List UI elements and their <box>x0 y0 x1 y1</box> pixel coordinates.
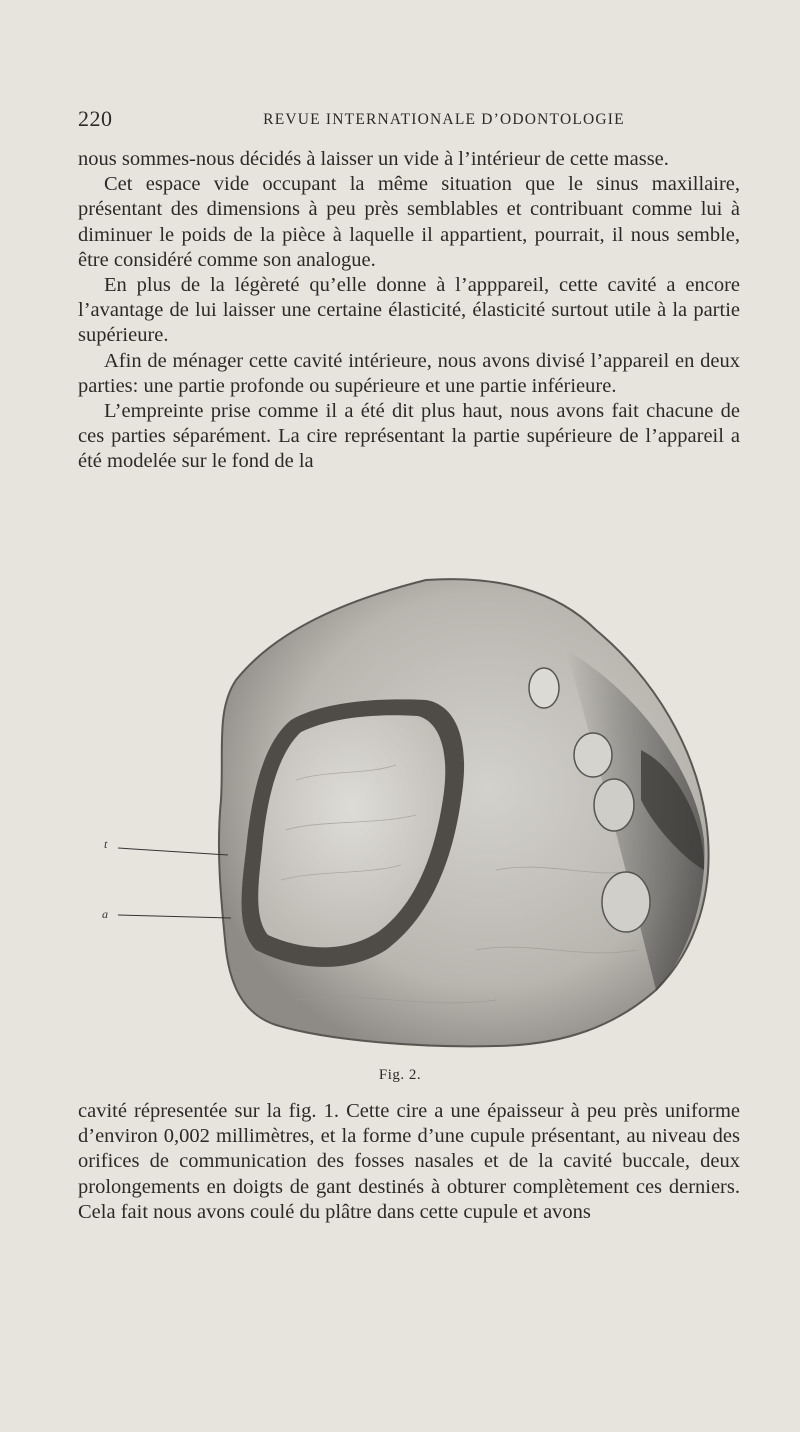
paragraph: nous sommes-nous décidés à laisser un vide à l’intérieur de cette masse. <box>78 148 669 170</box>
tooth <box>594 779 634 831</box>
figure-caption: Fig. 2. <box>378 1067 422 1083</box>
running-title: REVUE INTERNATIONALE D’ODONTOLOGIE <box>263 111 625 128</box>
paragraph: cavité répresentée sur la fig. 1. Cette cire a une épaisseur à peu près uniforme d’environ 0,002 millimètres, et la forme d’une cupule présentant, au niveau des orifices de communication des fosses nasales et de la cavité buccale, deux prolongements en doigts de gant destinés à obturer complètement ces derniers. Cela fait nous avons coulé du plâtre dans cette cupule et avons <box>78 1100 740 1223</box>
tooth <box>602 872 650 932</box>
paragraph: L’empreinte prise comme il a été dit plus haut, nous avons fait chacune de ces parties séparément. La cire représentant la partie supérieure de l’appareil a été modelée sur le fond de la <box>78 400 740 473</box>
body-text-bottom <box>78 1099 740 1225</box>
page-number: 220 <box>78 106 113 131</box>
paragraph: Afin de ménager cette cavité intérieure, nous avons divisé l’appareil en deux parties: une partie profonde ou supérieure et une partie inférieure. <box>78 349 740 397</box>
tooth <box>574 733 612 777</box>
label-t: t <box>104 837 108 851</box>
paragraph: Cet espace vide occupant la même situation que le sinus maxillaire, présentant des dimensions à peu près semblables et contribuant comme lui à diminuer le poids de la pièce à laquelle il appartient, pourrait, il nous semble, être considéré comme son analogue. <box>78 173 740 271</box>
body-text-top <box>78 147 740 475</box>
figure-dental-appliance <box>96 570 736 1070</box>
page-header <box>78 106 740 140</box>
dental-appliance-illustration <box>96 570 736 1070</box>
tooth <box>529 668 559 708</box>
paragraph: En plus de la légèreté qu’elle donne à l’apppareil, cette cavité a encore l’avantage de lui laisser une certaine élasticité, élasticité surtout utile à la partie supérieure. <box>78 274 740 347</box>
label-a: a <box>102 907 108 921</box>
